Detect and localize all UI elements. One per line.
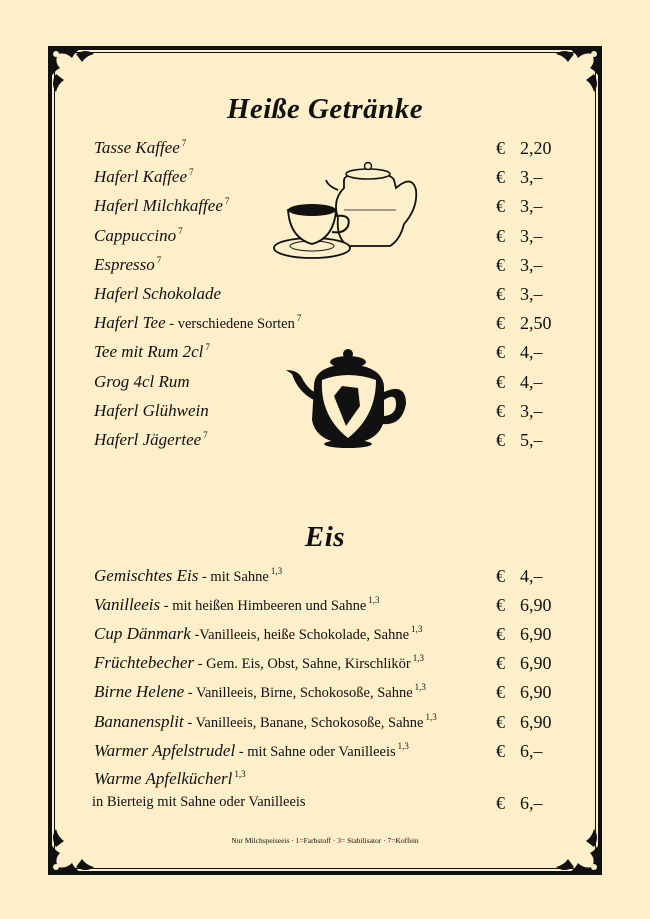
menu-item-price: 6,– xyxy=(520,793,543,813)
menu-item-name: Cup Dänmark xyxy=(94,624,191,644)
menu-item-text xyxy=(94,566,282,586)
menu-item-price: 3,– xyxy=(520,284,543,304)
menu-item-additive-note: 7 xyxy=(224,196,230,207)
currency-symbol: € xyxy=(496,196,505,217)
ornament-corner-icon xyxy=(46,825,98,877)
menu-item-price: 6,90 xyxy=(520,711,552,732)
currency-symbol: € xyxy=(496,793,505,813)
menu-item-additive-note: 7 xyxy=(205,342,210,353)
menu-item-additive-note: 7 xyxy=(181,138,187,148)
currency-symbol: € xyxy=(496,313,505,334)
menu-item-name: Haferl Kaffee xyxy=(94,167,188,187)
menu-item-price: 3,– xyxy=(520,254,543,275)
menu-item-price: 6,– xyxy=(520,740,543,761)
menu-item-name: Grog 4cl Rum xyxy=(94,371,190,391)
menu-item-additive-note: 7 xyxy=(296,313,302,324)
menu-item-text xyxy=(94,624,422,644)
menu-item-additive-note: 1,3 xyxy=(411,624,423,635)
currency-symbol: € xyxy=(496,430,505,450)
menu-item-text xyxy=(94,712,437,732)
menu-item-name: Haferl Schokolade xyxy=(94,284,221,303)
menu-item-row xyxy=(94,624,564,650)
currency-symbol: € xyxy=(496,254,505,275)
menu-item-price: 6,90 xyxy=(520,653,552,674)
menu-item-row xyxy=(92,769,564,813)
menu-item-text xyxy=(94,342,210,362)
menu-item-name: Früchtebecher xyxy=(94,653,195,673)
currency-symbol: € xyxy=(496,138,505,158)
menu-item-price: 5,– xyxy=(520,430,543,450)
menu-item-name: Espresso xyxy=(94,254,155,274)
menu-item-additive-note: 7 xyxy=(156,254,162,265)
menu-item-text xyxy=(94,430,208,450)
section-title-hot-drinks: Heiße Getränke xyxy=(226,93,424,125)
menu-item-name: Birne Helene xyxy=(94,682,185,702)
menu-item-name: Warmer Apfelstrudel xyxy=(94,740,236,760)
menu-item-additive-note: 1,3 xyxy=(368,595,380,606)
menu-item-text xyxy=(94,595,380,615)
currency-symbol: € xyxy=(496,342,505,363)
menu-item-name: Haferl Milchkaffee xyxy=(94,196,223,216)
menu-item-name: Tasse Kaffee xyxy=(94,138,180,157)
menu-item-text xyxy=(94,653,424,673)
menu-item-price: 4,– xyxy=(520,371,543,392)
menu-item-price: 2,50 xyxy=(520,313,552,334)
menu-item-text xyxy=(94,167,194,187)
currency-symbol: € xyxy=(496,225,505,246)
menu-item-text xyxy=(94,769,246,789)
currency-symbol: € xyxy=(496,740,505,761)
menu-item-name: Haferl Tee xyxy=(94,313,166,333)
menu-item-description: in Bierteig mit Sahne oder Vanilleeis xyxy=(92,794,306,810)
menu-item-row xyxy=(94,313,564,339)
menu-item-additive-note: 1,3 xyxy=(412,653,424,664)
menu-item-row xyxy=(94,712,564,738)
currency-symbol: € xyxy=(496,400,505,421)
menu-item-price: 4,– xyxy=(520,566,543,586)
menu-item-price: 3,– xyxy=(520,167,543,188)
menu-item-description: - Vanilleeis, Birne, Schokosoße, Sahne xyxy=(184,685,413,702)
currency-symbol: € xyxy=(496,371,505,392)
coffee-cup-pot-icon xyxy=(272,160,422,270)
menu-item-row xyxy=(94,653,564,679)
menu-item-text xyxy=(94,284,221,304)
menu-item-description: -Vanilleeis, heiße Schokolade, Sahne xyxy=(190,627,410,644)
menu-item-price: 6,90 xyxy=(520,682,552,703)
menu-item-price: 6,90 xyxy=(520,624,552,645)
menu-item-name: Bananensplit xyxy=(94,711,184,731)
menu-item-name: Tee mit Rum 2cl xyxy=(94,342,204,362)
currency-symbol: € xyxy=(496,682,505,703)
menu-item-additive-note: 1,3 xyxy=(270,566,283,576)
currency-symbol: € xyxy=(496,595,505,616)
menu-item-text xyxy=(94,138,186,158)
section-title-ice-cream: Eis xyxy=(304,521,346,553)
currency-symbol: € xyxy=(496,284,505,304)
menu-item-additive-note: 7 xyxy=(189,167,194,178)
menu-item-text xyxy=(94,226,183,246)
menu-item-price: 3,– xyxy=(520,196,543,217)
menu-item-text xyxy=(94,401,209,421)
menu-item-description: - verschiedene Sorten xyxy=(165,316,295,333)
menu-item-price: 4,– xyxy=(520,342,543,363)
menu-item-price: 3,– xyxy=(520,400,543,421)
teapot-icon xyxy=(284,346,410,455)
menu-item-row xyxy=(94,682,564,708)
currency-symbol: € xyxy=(496,711,505,732)
currency-symbol: € xyxy=(496,624,505,645)
menu-item-name: Gemischtes Eis xyxy=(94,566,199,585)
menu-item-additive-note: 1,3 xyxy=(397,740,409,751)
menu-item-price: 3,– xyxy=(520,225,543,246)
menu-item-text xyxy=(94,313,301,333)
menu-item-row xyxy=(94,284,564,310)
menu-item-row xyxy=(94,566,564,592)
menu-item-description: - Gem. Eis, Obst, Sahne, Kirschlikör xyxy=(194,656,411,673)
menu-item-text xyxy=(94,255,161,275)
ornament-corner-icon xyxy=(552,825,604,877)
currency-symbol: € xyxy=(496,566,505,586)
menu-item-text xyxy=(94,741,409,761)
menu-item-row xyxy=(94,595,564,621)
menu-item-row xyxy=(94,741,564,767)
menu-item-description: - mit heißen Himbeeren und Sahne xyxy=(160,598,367,615)
ornament-corner-icon xyxy=(46,44,98,96)
menu-item-text xyxy=(94,372,190,392)
menu-item-price: 2,20 xyxy=(520,138,552,158)
menu-item-additive-note: 1,3 xyxy=(234,769,246,779)
menu-item-description: - mit Sahne oder Vanilleeis xyxy=(235,743,396,760)
menu-item-name: Cappuccino xyxy=(94,225,177,245)
menu-item-additive-note: 1,3 xyxy=(425,711,437,722)
menu-item-name: Vanilleeis xyxy=(94,595,161,615)
menu-item-name: Haferl Jägertee xyxy=(94,430,202,449)
currency-symbol: € xyxy=(496,167,505,188)
ornament-corner-icon xyxy=(552,44,604,96)
menu-item-name: Warme Apfelkücherl xyxy=(94,769,233,788)
menu-item-text xyxy=(94,196,229,216)
menu-item-description: - mit Sahne xyxy=(198,569,269,585)
menu-item-additive-note: 1,3 xyxy=(414,682,426,693)
menu-item-additive-note: 7 xyxy=(203,430,208,440)
menu-item-price: 6,90 xyxy=(520,595,552,616)
currency-symbol: € xyxy=(496,653,505,674)
menu-item-text xyxy=(94,682,426,702)
menu-item-description: - Vanilleeis, Banane, Schokosoße, Sahne xyxy=(183,714,424,731)
menu-item-additive-note: 7 xyxy=(178,225,183,236)
allergen-footnote: Nur Milchspeiseeis · 1=Farbstoff · 3= Stabilisator · 7=Koffein xyxy=(231,836,419,845)
menu-item-name: Haferl Glühwein xyxy=(94,400,209,420)
